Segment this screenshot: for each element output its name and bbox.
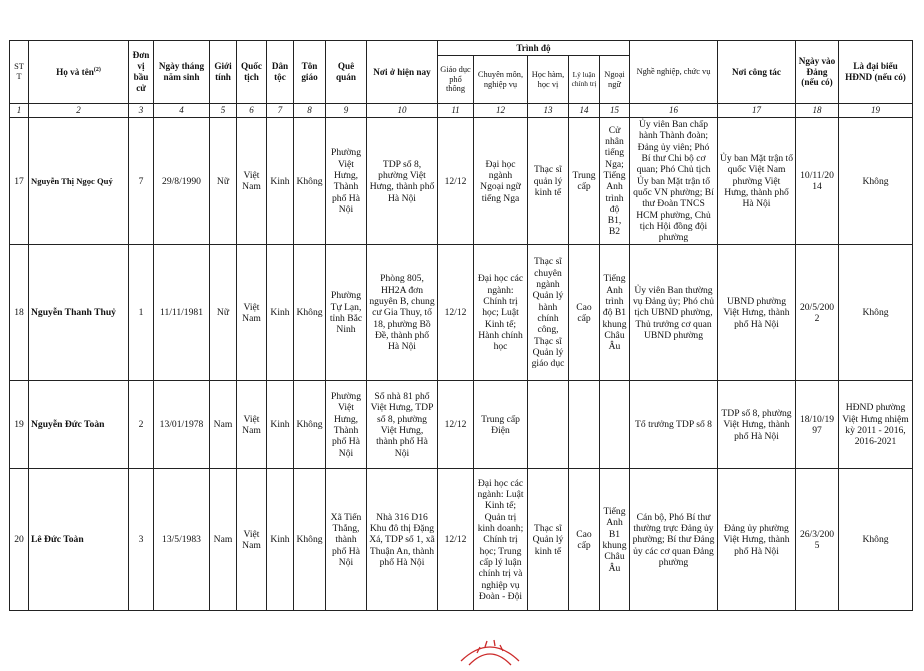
header-hometown: Quê quán [326,41,367,104]
column-number: 15 [600,104,630,118]
header-council: Là đại biểu HĐND (nếu có) [839,41,913,104]
cell-language [600,381,630,469]
cell-ethnicity: Kinh [267,118,294,245]
column-number: 17 [718,104,796,118]
cell-specialty: Trung cấp Điện [474,381,528,469]
cell-gender: Nam [210,469,237,611]
header-general-edu: Giáo dục phổ thông [438,56,474,104]
cell-residence: Phòng 805, HH2A đơn nguyên B, chung cư Gia Thuy, tổ 18, phường Bồ Đề, thành phố Hà Nội [367,245,438,381]
cell-occupation: Ủy viên Ban thường vụ Đảng ủy; Phó chủ tịch UBND phường, Thủ trưởng cơ quan UBND phường [630,245,718,381]
cell-unit: 1 [129,245,154,381]
table-row [10,245,913,381]
cell-stt: 19 [10,381,29,469]
header-name [29,41,129,104]
cell-unit: 7 [129,118,154,245]
cell-specialty: Đại học các ngành: Chính trị học; Luật Kinh tế; Hành chính học [474,245,528,381]
cell-general-edu: 12/12 [438,118,474,245]
cell-general-edu: 12/12 [438,245,474,381]
cell-language: Cử nhân tiếng Nga; Tiếng Anh trình độ B1, B2 [600,118,630,245]
header-nationality: Quốc tịch [237,41,267,104]
cell-workplace: Ủy ban Mặt trận tổ quốc Việt Nam phường Việt Hưng, thành phố Hà Nội [718,118,796,245]
cell-workplace: UBND phường Việt Hưng, thành phố Hà Nội [718,245,796,381]
column-number: 19 [839,104,913,118]
column-number: 12 [474,104,528,118]
header-political: Lý luận chính trị [569,56,600,104]
cell-nationality: Việt Nam [237,245,267,381]
cell-council: Không [839,118,913,245]
cell-degree: Thạc sĩ quản lý kinh tế [528,118,569,245]
column-number: 6 [237,104,267,118]
column-number: 13 [528,104,569,118]
cell-dob: 29/8/1990 [154,118,210,245]
cell-political: Cao cấp [569,245,600,381]
table-row [10,469,913,611]
cell-political: Cao cấp [569,469,600,611]
cell-degree [528,381,569,469]
cell-degree: Thạc sĩ Quản lý kinh tế [528,469,569,611]
cell-residence: TDP số 8, phường Việt Hưng, thành phố Hà Nội [367,118,438,245]
table-row [10,381,913,469]
column-number: 8 [294,104,326,118]
cell-general-edu: 12/12 [438,469,474,611]
cell-unit: 3 [129,469,154,611]
column-number: 18 [796,104,839,118]
cell-occupation: Ủy viên Ban chấp hành Thành đoàn; Đảng ủy viên; Phó Bí thư Chi bộ cơ quan; Phó Chủ tịch Ủy ban Mặt trận tổ quốc VN phường; Bí thư Đoàn TNCS HCM phường, Chủ tịch Hội đồng đội phường [630,118,718,245]
cell-stt: 17 [10,118,29,245]
header-specialty: Chuyên môn, nghiệp vụ [474,56,528,104]
cell-party-date: 18/10/1997 [796,381,839,469]
column-number-row [10,104,913,118]
cell-name: Nguyễn Thanh Thuỷ [29,245,129,381]
column-number: 14 [569,104,600,118]
cell-dob: 13/5/1983 [154,469,210,611]
cell-workplace: Đảng ủy phường Việt Hưng, thành phố Hà Nội [718,469,796,611]
header-dob: Ngày tháng năm sinh [154,41,210,104]
red-seal-stamp-icon [455,631,525,671]
cell-council: Không [839,469,913,611]
cell-religion: Không [294,245,326,381]
table-row [10,118,913,245]
header-name-sup: (2) [93,66,101,73]
cell-ethnicity: Kinh [267,245,294,381]
cell-dob: 11/11/1981 [154,245,210,381]
cell-political: Trung cấp [569,118,600,245]
cell-gender: Nữ [210,245,237,381]
cell-religion: Không [294,118,326,245]
cell-name: Nguyễn Thị Ngọc Quý [29,118,129,245]
cell-hometown: Xã Tiến Thắng, thành phố Hà Nội [326,469,367,611]
column-number: 11 [438,104,474,118]
header-unit: Đơn vị bầu cử [129,41,154,104]
cell-nationality: Việt Nam [237,118,267,245]
cell-gender: Nữ [210,118,237,245]
column-number: 4 [154,104,210,118]
cell-religion: Không [294,381,326,469]
cell-religion: Không [294,469,326,611]
cell-nationality: Việt Nam [237,469,267,611]
candidate-table [9,40,913,611]
cell-specialty: Đại học các ngành: Luật Kinh tế; Quản trị kinh doanh; Chính trị học; Trung cấp lý luận chính trị và nghiệp vụ Đoàn - Đội [474,469,528,611]
cell-stt: 20 [10,469,29,611]
cell-party-date: 20/5/2002 [796,245,839,381]
header-degree: Học hàm, học vị [528,56,569,104]
cell-dob: 13/01/1978 [154,381,210,469]
column-number: 7 [267,104,294,118]
cell-nationality: Việt Nam [237,381,267,469]
header-religion: Tôn giáo [294,41,326,104]
cell-specialty: Đại học ngành Ngoại ngữ tiếng Nga [474,118,528,245]
cell-party-date: 26/3/2005 [796,469,839,611]
cell-general-edu: 12/12 [438,381,474,469]
column-number: 16 [630,104,718,118]
header-education-group: Trình độ [438,41,630,56]
column-number: 9 [326,104,367,118]
cell-hometown: Phường Tự Lạn, tỉnh Bắc Ninh [326,245,367,381]
cell-occupation: Tổ trưởng TDP số 8 [630,381,718,469]
header-residence: Nơi ở hiện nay [367,41,438,104]
header-party-date: Ngày vào Đảng (nếu có) [796,41,839,104]
cell-ethnicity: Kinh [267,469,294,611]
header-gender: Giới tính [210,41,237,104]
cell-degree: Thạc sĩ chuyên ngành Quản lý hành chính công, Thạc sĩ Quản lý giáo dục [528,245,569,381]
cell-council: Không [839,245,913,381]
column-number: 3 [129,104,154,118]
column-number: 2 [29,104,129,118]
cell-stt: 18 [10,245,29,381]
cell-occupation: Cán bộ, Phó Bí thư thường trực Đảng ủy phường; Bí thư Đảng ủy các cơ quan Đảng phường [630,469,718,611]
candidate-table-sheet [9,40,913,611]
header-name-text: Họ và tên [56,66,94,77]
cell-residence: Số nhà 81 phố Việt Hưng, TDP số 8, phường Việt Hưng, thành phố Hà Nội [367,381,438,469]
cell-ethnicity: Kinh [267,381,294,469]
header-occupation: Nghề nghiệp, chức vụ [630,41,718,104]
cell-name: Lê Đức Toàn [29,469,129,611]
cell-gender: Nam [210,381,237,469]
column-number: 10 [367,104,438,118]
cell-political [569,381,600,469]
header-stt: STT [10,41,29,104]
cell-residence: Nhà 316 D16 Khu đô thị Đặng Xá, TDP số 1, xã Thuận An, thành phố Hà Nội [367,469,438,611]
header-workplace: Nơi công tác [718,41,796,104]
header-ethnicity: Dân tộc [267,41,294,104]
cell-unit: 2 [129,381,154,469]
cell-council: HĐND phường Việt Hưng nhiệm kỳ 2011 - 2016, 2016-2021 [839,381,913,469]
header-language: Ngoại ngữ [600,56,630,104]
cell-party-date: 10/11/2014 [796,118,839,245]
cell-language: Tiếng Anh trình độ B1 khung Châu Âu [600,245,630,381]
column-number: 5 [210,104,237,118]
cell-name: Nguyễn Đức Toàn [29,381,129,469]
header-row-1 [10,41,913,56]
cell-language: Tiếng Anh B1 khung Châu Âu [600,469,630,611]
cell-hometown: Phường Việt Hưng, Thành phố Hà Nội [326,118,367,245]
column-number: 1 [10,104,29,118]
cell-workplace: TDP số 8, phường Việt Hưng, thành phố Hà Nội [718,381,796,469]
cell-hometown: Phường Việt Hưng, Thành phố Hà Nội [326,381,367,469]
